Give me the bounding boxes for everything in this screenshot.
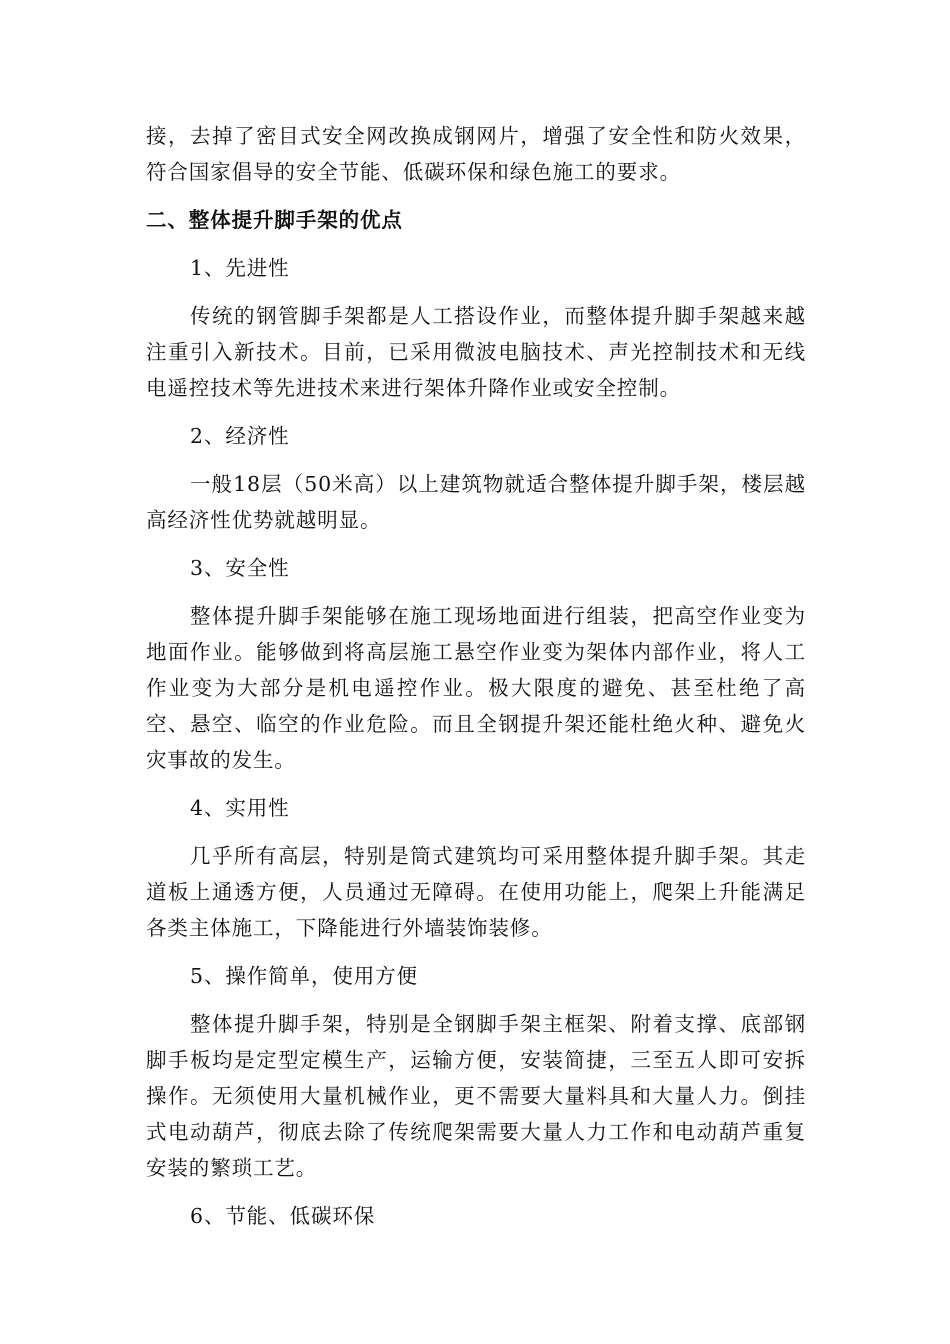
- item-title-practicality: 4、实用性: [190, 796, 290, 820]
- item-body-ease-of-use: 整体提升脚手架，特别是全钢脚手架主框架、附着支撑、底部钢脚手板均是定型定模生产，运输方便，安装简捷，三至五人即可安拆操作。无须使用大量机械作业，更不需要大量料具和大量人力。倒挂式电动葫芦，彻底去除了传统爬架需要大量人力工作和电动葫芦重复安装的繁琐工艺。: [146, 1012, 806, 1180]
- item-body-advanced: 传统的钢管脚手架都是人工搭设作业，而整体提升脚手架越来越注重引入新技术。目前，已采用微波电脑技术、声光控制技术和无线电遥控技术等先进技术来进行架体升降作业或安全控制。: [146, 304, 806, 400]
- item-title-advanced: 1、先进性: [190, 256, 290, 280]
- section-heading: 二、整体提升脚手架的优点: [146, 208, 403, 232]
- item-title-economic: 2、经济性: [190, 424, 290, 448]
- item-title-energy-saving: 6、节能、低碳环保: [190, 1204, 376, 1228]
- item-body-practicality: 几乎所有高层，特别是筒式建筑均可采用整体提升脚手架。其走道板上通透方便，人员通过无障碍。在使用功能上，爬架上升能满足各类主体施工，下降能进行外墙装饰装修。: [146, 844, 806, 940]
- document-page: [146, 118, 806, 1234]
- intro-paragraph: 接，去掉了密目式安全网改换成钢网片，增强了安全性和防火效果，符合国家倡导的安全节能、低碳环保和绿色施工的要求。: [146, 124, 806, 184]
- item-body-economic: 一般18层（50米高）以上建筑物就适合整体提升脚手架，楼层越高经济性优势就越明显。: [146, 472, 806, 532]
- item-title-safety: 3、安全性: [190, 556, 290, 580]
- item-body-safety: 整体提升脚手架能够在施工现场地面进行组装，把高空作业变为地面作业。能够做到将高层施工悬空作业变为架体内部作业，将人工作业变为大部分是机电遥控作业。极大限度的避免、甚至杜绝了高空、悬空、临空的作业危险。而且全钢提升架还能杜绝火种、避免火灾事故的发生。: [146, 604, 806, 772]
- item-title-ease-of-use: 5、操作简单，使用方便: [190, 964, 418, 988]
